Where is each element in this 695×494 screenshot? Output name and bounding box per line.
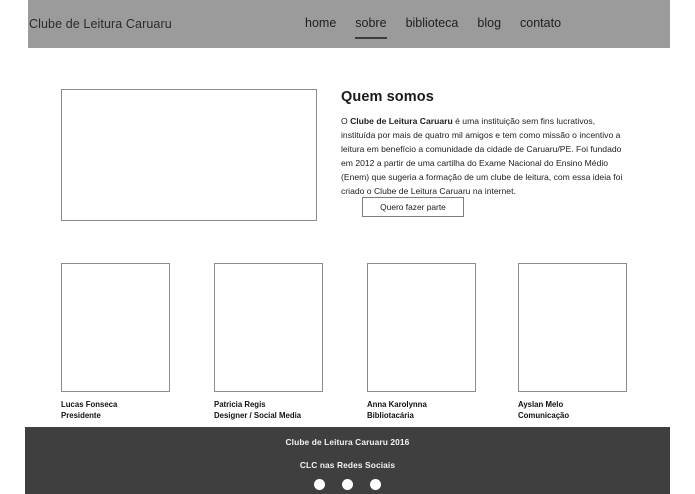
social-circle-icon[interactable] xyxy=(314,479,325,490)
team-member xyxy=(367,263,520,421)
member-photo-placeholder xyxy=(367,263,476,392)
member-role: Bibliotacária xyxy=(367,410,414,420)
site-brand-logo[interactable]: Clube de Leitura Caruaru xyxy=(29,17,172,31)
site-footer xyxy=(25,427,670,494)
member-name: Lucas Fonseca xyxy=(61,400,118,409)
hero-image-placeholder xyxy=(61,89,317,221)
about-text-bold: Clube de Leitura Caruaru xyxy=(350,116,453,126)
about-section xyxy=(341,89,629,199)
member-role: Designer / Social Media xyxy=(214,410,302,420)
footer-social-icons xyxy=(25,470,670,490)
about-text-rest: é uma instituição sem fins lucrativos, instituída por mais de quatro mil amigos e tem como missão o incentivo a leitura em benefício a comunidade da cidade de Caruaru/PE. Foi fundado em 2012 a partir de uma cartilha do Exame Nacional do Ensino Médio (Enem) que sugeria a formação de um clube de leitura, com essa ideia foi criado o Clube de Leitura Caruaru na internet. xyxy=(341,116,623,196)
member-photo-placeholder xyxy=(214,263,323,392)
team-member xyxy=(518,263,671,421)
nav-item-blog[interactable]: blog xyxy=(477,16,502,30)
team-section xyxy=(0,263,695,423)
footer-social-label: CLC nas Redes Sociais xyxy=(299,460,396,470)
member-name: Anna Karolynna xyxy=(367,400,427,409)
social-circle-icon[interactable] xyxy=(370,479,381,490)
nav-item-sobre[interactable]: sobre xyxy=(355,16,386,39)
social-circle-icon[interactable] xyxy=(342,479,353,490)
about-text-lead: O xyxy=(341,116,351,126)
join-cta-button[interactable]: Quero fazer parte xyxy=(362,197,464,217)
member-name: Patricia Regis xyxy=(214,400,266,409)
main-navigation xyxy=(305,16,561,39)
member-photo-placeholder xyxy=(518,263,627,392)
about-title: Quem somos xyxy=(341,89,434,105)
nav-item-contato[interactable]: contato xyxy=(520,16,562,30)
about-paragraph xyxy=(341,115,629,199)
nav-item-home[interactable]: home xyxy=(305,16,337,30)
team-member xyxy=(61,263,214,421)
member-photo-placeholder xyxy=(61,263,170,392)
member-role: Presidente xyxy=(61,410,101,420)
member-role: Comunicação xyxy=(518,410,570,420)
footer-copyright: Clube de Leitura Caruaru 2016 xyxy=(285,437,410,447)
member-name: Ayslan Melo xyxy=(518,400,564,409)
nav-item-biblioteca[interactable]: biblioteca xyxy=(405,16,459,30)
team-member xyxy=(214,263,367,421)
